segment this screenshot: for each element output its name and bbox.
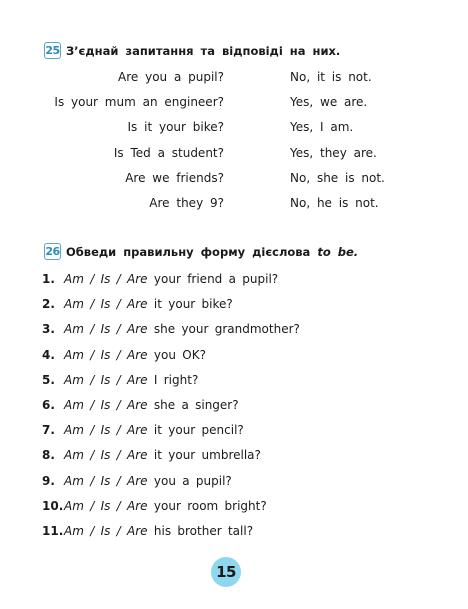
sentence-rest: I right? — [153, 372, 199, 387]
verb-options[interactable]: Am / Is / Are — [64, 372, 148, 387]
item-number: 2. — [42, 297, 55, 312]
sentence-rest: she your grandmother? — [153, 322, 300, 337]
sentence-rest: his brother tall? — [153, 524, 254, 538]
verb-options[interactable]: Am / Is / Are — [64, 524, 148, 538]
sentence-rest: your room bright? — [153, 498, 267, 513]
question-text: Are they 9? — [149, 196, 224, 210]
item-number: 8. — [42, 448, 55, 463]
page-number-badge: 15 — [211, 557, 241, 587]
verb-options[interactable]: Am / Is / Are — [64, 322, 148, 337]
match-row — [0, 95, 468, 115]
match-row — [0, 146, 468, 166]
question-text: Is your mum an engineer? — [54, 95, 224, 110]
verb-options[interactable]: Am / Is / Are — [64, 297, 148, 312]
verb-options[interactable]: Am / Is / Are — [64, 272, 148, 286]
sentence-rest: it your umbrella? — [153, 448, 261, 463]
verb-options[interactable]: Am / Is / Are — [64, 347, 148, 362]
answer-text: Yes, we are. — [290, 95, 368, 110]
item-number: 5. — [42, 372, 55, 387]
answer-text: No, it is not. — [290, 70, 372, 84]
item-number: 10. — [42, 498, 64, 513]
verb-options[interactable]: Am / Is / Are — [64, 398, 148, 412]
verb-options[interactable]: Am / Is / Are — [64, 473, 148, 488]
answer-text: No, he is not. — [290, 196, 379, 210]
sentence-rest: it your bike? — [153, 297, 233, 312]
task-26-title-main: Обведи правильну форму дієслова — [66, 244, 311, 259]
question-text: Is Ted a student? — [113, 145, 224, 160]
task-26-title-italic: to be. — [317, 244, 359, 259]
exercise-item — [42, 423, 244, 443]
item-number: 9. — [42, 473, 55, 488]
answer-text: Yes, they are. — [290, 145, 377, 160]
match-row — [0, 120, 468, 140]
match-row — [0, 171, 468, 191]
exercise-item — [42, 322, 300, 342]
sentence-rest: she a singer? — [153, 398, 239, 412]
exercise-item — [42, 373, 198, 393]
task-25-header — [44, 42, 340, 59]
exercise-item — [42, 348, 206, 368]
match-row — [0, 70, 468, 90]
item-number: 3. — [42, 322, 55, 337]
match-row — [0, 196, 468, 216]
exercise-item — [42, 499, 267, 519]
task-25-title: З’єднай запитання та відповіді на них. — [66, 43, 341, 58]
item-number: 6. — [42, 398, 55, 412]
verb-options[interactable]: Am / Is / Are — [64, 423, 148, 438]
exercise-item — [42, 398, 239, 418]
item-number: 4. — [42, 347, 55, 362]
task-26-number: 26 — [45, 245, 60, 258]
item-number: 7. — [42, 423, 55, 438]
question-text: Are we friends? — [125, 170, 224, 185]
question-text: Are you a pupil? — [118, 70, 224, 84]
task-25-number: 25 — [45, 44, 60, 57]
exercise-item — [42, 474, 232, 494]
question-text: Is it your bike? — [127, 120, 224, 135]
exercise-item — [42, 448, 261, 468]
task-26-title — [66, 245, 358, 259]
exercise-item — [42, 272, 278, 292]
sentence-rest: your friend a pupil? — [153, 272, 279, 286]
verb-options[interactable]: Am / Is / Are — [64, 448, 148, 463]
sentence-rest: you OK? — [153, 347, 206, 362]
sentence-rest: you a pupil? — [153, 473, 232, 488]
verb-options[interactable]: Am / Is / Are — [64, 498, 148, 513]
answer-text: Yes, I am. — [290, 120, 354, 135]
task-26-header — [44, 243, 358, 260]
exercise-item — [42, 524, 253, 544]
exercise-item — [42, 297, 233, 317]
item-number: 11. — [42, 524, 64, 538]
answer-text: No, she is not. — [290, 170, 385, 185]
item-number: 1. — [42, 272, 55, 286]
sentence-rest: it your pencil? — [153, 423, 244, 438]
